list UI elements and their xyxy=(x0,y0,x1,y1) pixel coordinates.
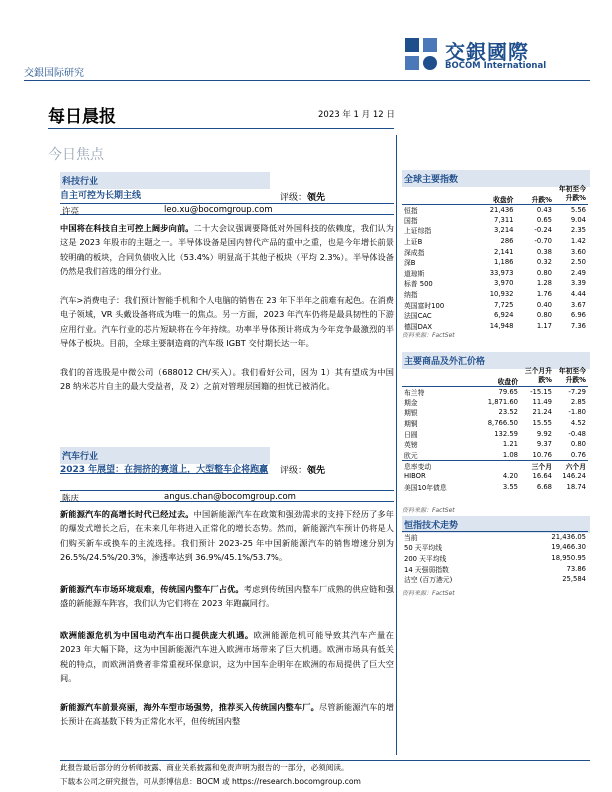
row-value: 0.80 xyxy=(536,311,552,320)
index-row xyxy=(402,268,588,279)
row-value: 2.49 xyxy=(570,268,586,277)
auto-paragraph-1: 新能源汽车的高增长时代已经过去。中国新能源汽车在政策和强劲需求的支持下经历了多年的爆发式增长之后，在未来几年将进入正常化的增长态势。然而，新能源汽车预计仍将是人们购买新车或换车的主流选择。我们预计 2023-25 年中国新能源汽车的销售增速分别为 26.5%/24.5%/20.3%，渗透率达到 36.9%/45.1%/53.7%。 xyxy=(60,509,394,563)
row-value: 79.65 xyxy=(470,386,520,397)
hsi-tech-row xyxy=(402,574,588,585)
auto-rating: 评级：领先 xyxy=(280,466,326,476)
commodity-row xyxy=(402,397,588,408)
tech-analyst-line xyxy=(60,203,394,215)
commodities-header: 主要商品及外汇价格 xyxy=(402,352,590,369)
row-label: 德国DAX xyxy=(404,322,433,331)
row-value: 2.50 xyxy=(570,258,586,267)
tech-sector-header: 科技行业 xyxy=(60,172,270,189)
row-value: 15.55 xyxy=(532,419,552,428)
row-value: 4.52 xyxy=(570,419,586,428)
indices-header: 全球主要指数 xyxy=(402,170,590,187)
footer-disclaimer: 此报告最后部分的分析师披露、商业关系披露和免责声明为报告的一部分，必须阅读。 xyxy=(60,763,349,772)
row-value: 146.24 xyxy=(562,472,586,481)
row-value: 0.80 xyxy=(536,268,552,277)
row-value: 8,766.50 xyxy=(487,419,518,428)
row-value: -0.24 xyxy=(534,226,552,235)
row-value: 3.55 xyxy=(502,482,518,491)
row-label: 期金 xyxy=(404,398,418,407)
commodity-row xyxy=(402,439,588,450)
row-value: 132.59 xyxy=(494,429,518,438)
row-value: -0.48 xyxy=(568,429,586,438)
row-value: 21,436 xyxy=(472,204,516,215)
row-label: 道琼斯 xyxy=(404,269,425,278)
commodity-row xyxy=(402,428,588,439)
row-value: -15.15 xyxy=(520,386,554,397)
row-label: 200 天平均线 xyxy=(404,554,447,563)
commodities-table xyxy=(402,366,588,492)
indices-col-chg: 升跌% xyxy=(531,195,552,204)
rate-col-3m: 三个月 xyxy=(520,460,554,471)
row-label: 沽空 (百万港元) xyxy=(404,576,453,585)
row-value: 0.38 xyxy=(536,247,552,256)
hsi-tech-row xyxy=(402,553,588,564)
row-value: 14,948 xyxy=(489,321,514,330)
row-value: 6,924 xyxy=(494,311,514,320)
footer-download: 下载本公司之研究报告，可从彭博信息：BOCM 或 https://research.bocomgroup.com xyxy=(60,777,361,786)
row-label: 日圆 xyxy=(404,430,418,439)
index-row xyxy=(402,236,588,247)
indices-col-close: 收盘价 xyxy=(493,195,514,204)
row-label: 国指 xyxy=(404,216,418,225)
row-label: 标普 500 xyxy=(404,280,433,289)
row-value: 0.80 xyxy=(570,440,586,449)
tech-analyst: 许亮 xyxy=(62,207,80,217)
row-value: 25,584 xyxy=(562,575,586,584)
row-value: 16.64 xyxy=(532,472,552,481)
tech-rating: 评级：领先 xyxy=(280,193,326,203)
rate-label: 息率变动 xyxy=(402,460,470,471)
row-value: 0.65 xyxy=(536,215,552,224)
row-value: 1,186 xyxy=(494,258,514,267)
commodity-row xyxy=(402,386,588,397)
row-value: 33,973 xyxy=(489,268,514,277)
indices-source: 资料来源：FactSet xyxy=(402,332,455,339)
row-label: 美国10年债息 xyxy=(404,483,447,492)
tech-headline: 自主可控为长期主线 xyxy=(60,191,142,201)
row-value: 286 xyxy=(500,237,514,246)
row-value: 3.67 xyxy=(570,300,586,309)
hsi-tech-row xyxy=(402,563,588,574)
indices-table xyxy=(402,184,588,331)
commodities-source: 资料来源：FactSet xyxy=(402,507,455,514)
row-label: 英国富时100 xyxy=(404,301,445,310)
row-value: 4.20 xyxy=(502,472,518,481)
section-subtitle: 今日焦点 xyxy=(48,147,104,163)
hsi-tech-header: 恒指技术走势 xyxy=(402,516,590,533)
row-value: -7.29 xyxy=(554,386,588,397)
index-row xyxy=(402,246,588,257)
rate-row xyxy=(402,471,588,482)
hsi-tech-source: 资料来源：FactSet xyxy=(402,590,455,597)
row-label: 恒指 xyxy=(402,204,472,215)
tech-paragraph-2: 汽车>消费电子：我们预计智能手机和个人电脑的销售在 23 年下半年之前难有起色。在消费电子领域，VR 头戴设备将成为唯一的焦点。另一方面，2023 年汽车仍将是最具韧性的下游应用行业。汽车行业的芯片短缺将在今年持续。功率半导体预计将成为今年竞争最激烈的半导体子板块。目前，全球主要制造商的汽车级 IGBT 交付期长达一年。 xyxy=(60,295,394,349)
row-label: 14 天强弱指数 xyxy=(404,565,449,574)
bocom-logo xyxy=(403,36,593,76)
index-row xyxy=(402,299,588,310)
row-value: 21,436.05 xyxy=(509,532,588,543)
commodity-row xyxy=(402,450,588,461)
row-value: 5.56 xyxy=(554,204,588,215)
row-label: 法国CAC xyxy=(404,312,432,321)
row-label: 布兰特 xyxy=(402,386,470,397)
row-value: 1.08 xyxy=(502,450,518,459)
row-value: -1.80 xyxy=(568,408,586,417)
column-divider xyxy=(396,135,397,755)
row-value: 9.37 xyxy=(536,440,552,449)
commodities-col-close: 收盘价 xyxy=(497,377,518,386)
row-value: 11.49 xyxy=(532,397,552,406)
row-value: 73.86 xyxy=(566,564,586,573)
row-value: 1.17 xyxy=(536,321,552,330)
row-value: 6.96 xyxy=(570,311,586,320)
index-row xyxy=(402,289,588,300)
row-value: 2.85 xyxy=(570,397,586,406)
title-rule xyxy=(48,128,394,129)
tech-paragraph-1: 中国将在科技自主可控上阔步向前。二十大会议强调要降低对外国科技的依赖度，我们认为这是 2023 年股市的主题之一。半导体设备是国内替代产品的重中之重，也是今年增长前景较明确的板块，合同负债收入比（53.4%）明显高于其他子板块（平均 2.3%）。半导体设备仍然是我们首选的细分行业。 xyxy=(60,223,394,277)
row-label: 期铜 xyxy=(404,420,418,429)
row-value: 19,466.30 xyxy=(551,543,586,552)
row-value: 3.60 xyxy=(570,247,586,256)
commodity-row xyxy=(402,418,588,429)
bocom-logo-icon xyxy=(403,36,439,72)
index-row xyxy=(402,204,588,215)
row-value: 1.28 xyxy=(536,279,552,288)
logo-text-en: BOCOM International xyxy=(445,61,547,71)
commodity-row xyxy=(402,407,588,418)
row-value: 0.32 xyxy=(536,258,552,267)
commodities-col-ytd: 年初至今升跌% xyxy=(558,366,586,384)
row-label: 50 天平均线 xyxy=(404,544,442,553)
report-date: 2023 年 1 月 12 日 xyxy=(318,110,395,120)
row-value: 0.40 xyxy=(536,300,552,309)
auto-analyst: 陈庆 xyxy=(62,494,80,504)
row-value: 4.44 xyxy=(570,290,586,299)
row-value: 1.76 xyxy=(536,290,552,299)
hsi-tech-row xyxy=(402,542,588,553)
row-value: 9.92 xyxy=(536,429,552,438)
hsi-tech-table xyxy=(402,531,588,584)
row-label: 深B xyxy=(404,259,416,268)
row-label: 深成指 xyxy=(404,248,425,257)
row-label: 当前 xyxy=(402,532,509,543)
row-value: 6.68 xyxy=(536,482,552,491)
row-value: 9.04 xyxy=(570,215,586,224)
index-row xyxy=(402,257,588,268)
row-value: 3,214 xyxy=(494,226,514,235)
index-row xyxy=(402,215,588,226)
row-value: 18.74 xyxy=(566,482,586,491)
page-title: 每日晨报 xyxy=(48,107,116,127)
auto-paragraph-2: 新能源汽车市场环境艰难，传统国内整车厂占优。考虑到传统国内整车厂成熟的供应链和强盛的新能源车阵容，我们认为它们将在 2023 年跑赢同行。 xyxy=(60,584,394,609)
row-value: 7,311 xyxy=(494,215,514,224)
auto-analyst-line xyxy=(60,490,394,502)
index-row xyxy=(402,310,588,321)
row-value: 10,932 xyxy=(489,290,514,299)
row-label: HIBOR xyxy=(404,472,426,481)
row-value: 0.76 xyxy=(570,450,586,459)
index-row xyxy=(402,278,588,289)
hsi-tech-row xyxy=(402,532,588,543)
row-value: 1,871.60 xyxy=(487,397,518,406)
row-label: 英镑 xyxy=(404,441,418,450)
row-value: 7.36 xyxy=(570,321,586,330)
row-label: 纳指 xyxy=(404,291,418,300)
row-value: 3,970 xyxy=(494,279,514,288)
footer-rule xyxy=(60,760,590,761)
row-label: 上证B xyxy=(404,238,423,247)
row-value: 3.39 xyxy=(570,279,586,288)
auto-paragraph-4: 新能源汽车前景亮丽，海外车型市场强势，推荐买入传统国内整车厂。尽管新能源汽车的增长预计在高基数下转为正常化水平，但传统国内整 xyxy=(60,702,394,727)
indices-col-ytd: 年初至今升跌% xyxy=(558,184,586,202)
row-value: 2.35 xyxy=(570,226,586,235)
rate-row xyxy=(402,481,588,492)
index-row xyxy=(402,225,588,236)
row-value: 1.21 xyxy=(502,440,518,449)
row-value: 10.76 xyxy=(532,450,552,459)
row-label: 上证综指 xyxy=(404,227,432,236)
commodities-col-3m: 三个月升跌% xyxy=(524,366,552,384)
row-value: 1.42 xyxy=(570,237,586,246)
auto-sector-header: 汽车行业 xyxy=(60,447,270,464)
row-value: -0.70 xyxy=(534,237,552,246)
header-rule xyxy=(24,80,590,81)
row-value: 7,725 xyxy=(494,300,514,309)
row-label: 欧元 xyxy=(404,451,418,460)
row-value: 23.52 xyxy=(498,408,518,417)
row-value: 21.24 xyxy=(532,408,552,417)
tech-paragraph-3: 我们的首选股是中微公司（688012 CH/买入）。我们看好公司，因为 1）其有望成为中国 28 纳米芯片自主的最大受益者，及 2）之前对管理层国籍的担忧已被消化。 xyxy=(60,367,394,392)
auto-email[interactable]: angus.chan@bocomgroup.com xyxy=(164,492,296,502)
auto-headline: 2023 年展望：在拥挤的赛道上，大型整车企将跑赢 xyxy=(60,465,269,475)
tech-email[interactable]: leo.xu@bocomgroup.com xyxy=(164,205,273,215)
row-label: 期银 xyxy=(404,409,418,418)
row-value: 0.43 xyxy=(515,204,554,215)
rate-col-6m: 六个月 xyxy=(554,460,588,471)
row-value: 2,141 xyxy=(494,247,514,256)
logo-text-cn: 交銀國際 xyxy=(445,40,529,64)
auto-paragraph-3: 欧洲能源危机为中国电动汽车出口提供庞大机遇。欧洲能源危机可能导致其汽车产量在 2023 年大幅下降，这为中国新能源汽车进入欧洲市场带来了巨大机遇。欧洲市场具有低关税的特点，而欧洲消费者非常重视环保意识，这为中国车企明年在欧洲的布局提供了巨大空间。 xyxy=(60,630,394,684)
org-label: 交銀国际研究 xyxy=(24,68,84,79)
row-value: 18,950.95 xyxy=(551,553,586,562)
